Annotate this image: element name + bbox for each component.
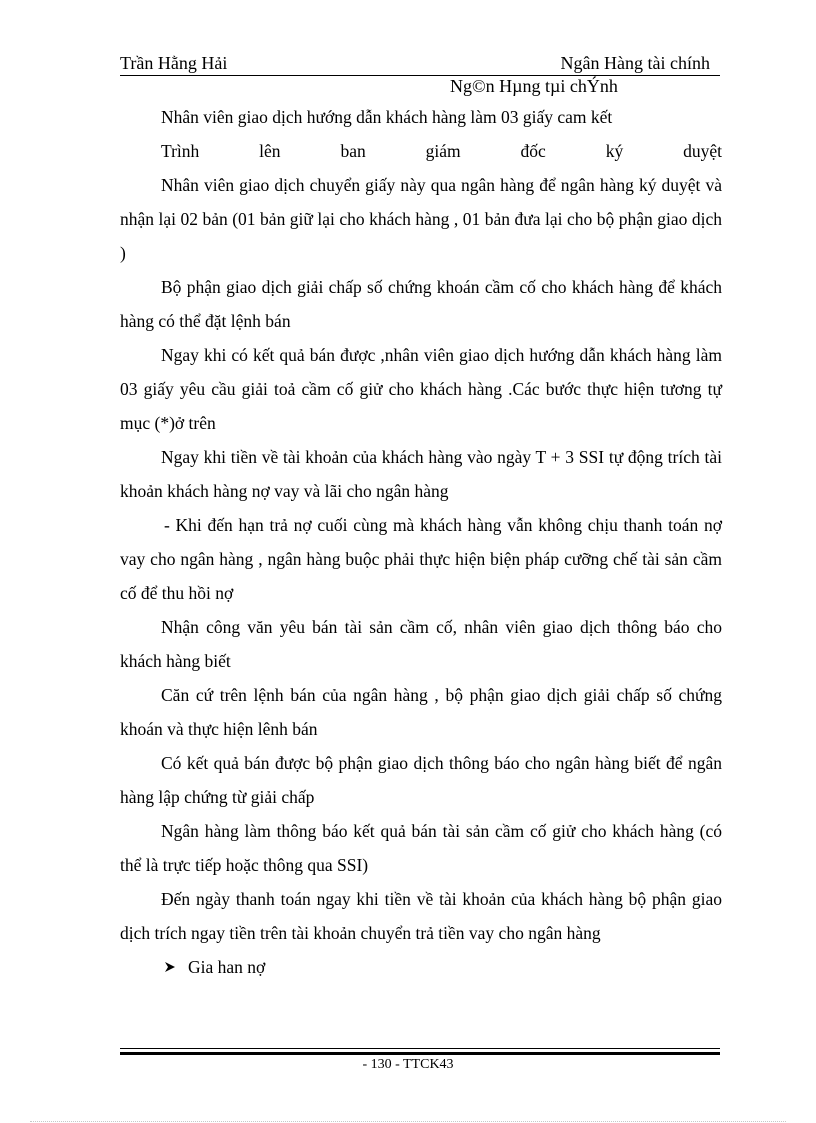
header-rule: [120, 75, 720, 76]
paragraph-10: Có kết quả bán được bộ phận giao dịch thông báo cho ngân hàng biết để ngân hàng lập chứng từ giải chấp: [120, 753, 722, 807]
footer-rule-thick: [120, 1052, 720, 1055]
header-subtitle-garbled: Ng©n Hµng tµi chÝnh: [450, 76, 618, 96]
bullet-text: Gia han nợ: [188, 957, 266, 977]
paragraph-3: Nhân viên giao dịch chuyển giấy này qua ngân hàng để ngân hàng ký duyệt và nhận lại 02 bản (01 bản giữ lại cho khách hàng , 01 bản đưa lại cho bộ phận giao dịch ): [120, 175, 722, 263]
footer-page-number: - 130 - TTCK43: [362, 1057, 454, 1072]
page-edge-divider: [30, 1121, 786, 1122]
arrowhead-bullet-icon: [164, 961, 176, 973]
header-title: Ngân Hàng tài chính: [560, 53, 710, 73]
paragraph-5: Ngay khi có kết quả bán được ,nhân viên giao dịch hướng dẫn khách hàng làm 03 giấy yêu cầu giải toả cầm cố giử cho khách hàng .Các bước thực hiện tương tự mục (*)ở trên: [120, 345, 722, 433]
paragraph-12: Đến ngày thanh toán ngay khi tiền về tài khoản của khách hàng bộ phận giao dịch trích ngay tiền trên tài khoản chuyển trả tiền vay cho ngân hàng: [120, 889, 722, 943]
paragraph-11: Ngân hàng làm thông báo kết quả bán tài sản cầm cố giử cho khách hàng (có thể là trực tiếp hoặc thông qua SSI): [120, 821, 722, 875]
footer-rule-thin: [120, 1048, 720, 1049]
bullet-item: [120, 950, 722, 984]
paragraph-9: Căn cứ trên lệnh bán của ngân hàng , bộ phận giao dịch giải chấp số chứng khoán và thực hiện lênh bán: [120, 685, 722, 739]
paragraph-8: Nhận công văn yêu bán tài sản cầm cố, nhân viên giao dịch thông báo cho khách hàng biết: [120, 617, 722, 671]
paragraph-6: Ngay khi tiền về tài khoản của khách hàng vào ngày T + 3 SSI tự động trích tài khoản khách hàng nợ vay và lãi cho ngân hàng: [120, 447, 722, 501]
paragraph-1: Nhân viên giao dịch hướng dẫn khách hàng làm 03 giấy cam kết: [161, 107, 613, 127]
paragraph-4: Bộ phận giao dịch giải chấp số chứng khoán cầm cố cho khách hàng để khách hàng có thể đặt lệnh bán: [120, 277, 722, 331]
paragraph-7: - Khi đến hạn trả nợ cuối cùng mà khách hàng vẫn không chịu thanh toán nợ vay cho ngân hàng , ngân hàng buộc phải thực hiện biện pháp cưỡng chế tài sản cầm cố để thu hồi nợ: [120, 515, 722, 603]
document-body: [120, 100, 722, 984]
header-author: Trần Hằng Hải: [120, 53, 228, 73]
paragraph-2: Trình lên ban giám đốc ký duyệt: [161, 141, 722, 161]
